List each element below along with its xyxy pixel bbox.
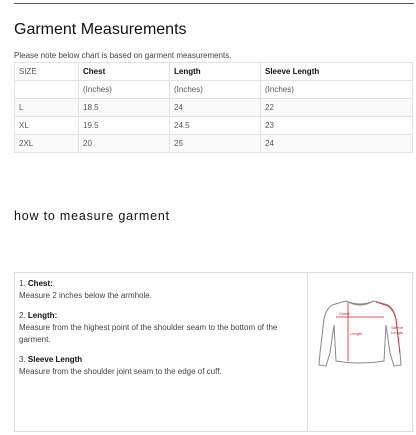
measure-instructions	[15, 273, 308, 431]
page-title: Garment Measurements	[14, 21, 187, 38]
table-cell: 20	[79, 135, 170, 153]
table-row	[15, 99, 413, 117]
step-title: Chest:	[27, 279, 53, 288]
table-cell: XL	[15, 117, 79, 135]
table-cell: 23	[261, 117, 413, 135]
step-number: 2.	[19, 311, 26, 320]
table-cell: 24	[261, 135, 413, 153]
header-sleeve-length: Sleeve Length	[261, 63, 413, 81]
table-cell	[15, 81, 79, 99]
sleeve-label-2: Length	[391, 330, 404, 335]
how-to-measure-title: how to measure garment	[14, 209, 170, 223]
table-row	[15, 117, 413, 135]
size-chart-table	[14, 62, 413, 153]
how-to-measure-panel	[14, 272, 413, 432]
table-cell: 18.5	[79, 99, 170, 117]
step-sleeve-length	[19, 354, 303, 378]
table-cell: 24	[170, 99, 261, 117]
table-cell: 2XL	[15, 135, 79, 153]
sweatshirt-diagram	[314, 295, 406, 375]
step-title: Length:	[27, 311, 58, 320]
step-chest	[19, 278, 303, 302]
step-number: 3.	[19, 355, 26, 364]
chart-note: Please note below chart is based on garment measurements.	[14, 51, 232, 60]
step-description: Measure from the highest point of the shoulder seam to the bottom of the garment.	[19, 323, 278, 344]
diagram-cell	[308, 273, 412, 431]
sleeve-label-1: Sleeve	[391, 325, 404, 330]
table-cell: (Inches)	[261, 81, 413, 99]
header-chest: Chest	[79, 63, 170, 81]
header-size: SIZE	[15, 63, 79, 81]
table-cell: 24.5	[170, 117, 261, 135]
table-cell: (Inches)	[170, 81, 261, 99]
table-cell: 19.5	[79, 117, 170, 135]
step-title: Sleeve Length	[27, 355, 83, 364]
table-header-row	[15, 63, 413, 81]
step-description: Measure 2 inches below the armhole.	[19, 291, 152, 300]
table-row	[15, 135, 413, 153]
table-cell: (Inches)	[79, 81, 170, 99]
top-divider	[14, 3, 414, 4]
length-label: Length	[350, 331, 363, 336]
header-length: Length	[170, 63, 261, 81]
table-row	[15, 81, 413, 99]
table-cell: 25	[170, 135, 261, 153]
chest-label: Chest	[339, 311, 350, 316]
table-cell: 22	[261, 99, 413, 117]
table-cell: L	[15, 99, 79, 117]
step-description: Measure from the shoulder joint seam to the edge of cuff.	[19, 367, 222, 376]
step-length	[19, 310, 303, 346]
step-number: 1.	[19, 279, 26, 288]
